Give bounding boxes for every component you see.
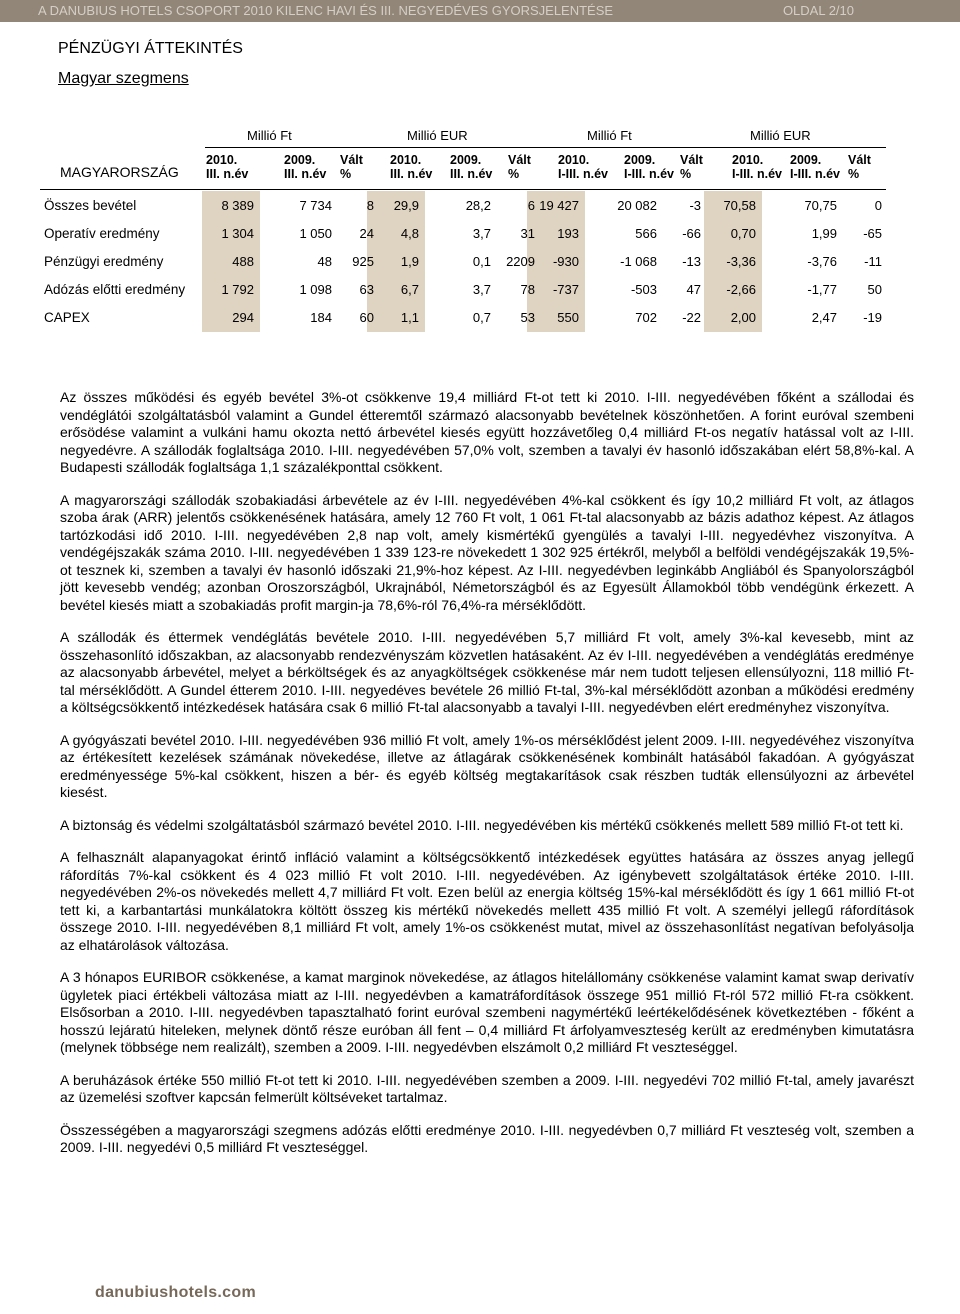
table-cell: 1,9 <box>400 254 419 269</box>
column-header-line: Vált <box>508 153 531 167</box>
table-cell: 19 427 <box>539 198 579 213</box>
table-cell: 184 <box>310 310 332 325</box>
segment-label: MAGYARORSZÁG <box>60 164 179 180</box>
row-label: CAPEX <box>44 310 90 325</box>
column-header-line: % <box>508 167 520 181</box>
table-cell: 31 <box>520 226 535 241</box>
paragraph: A biztonság és védelmi szolgáltatásból származó bevétel 2010. I-III. negyedévében kis mértékű csökkenés mellett 589 millió Ft-ot tett ki. <box>60 816 904 833</box>
column-header <box>390 153 432 181</box>
table-cell: 3,7 <box>472 282 491 297</box>
column-header <box>450 153 492 181</box>
column-header-line: Vált <box>340 153 363 167</box>
column-header-line: I-III. n.év <box>732 167 783 181</box>
financial-table <box>40 122 886 332</box>
column-header-line: I-III. n.év <box>624 167 675 181</box>
table-cell: -19 <box>863 310 882 325</box>
footer-website: danubiushotels.com <box>95 1284 256 1301</box>
column-header-line: % <box>340 167 352 181</box>
table-cell: 29,9 <box>393 198 419 213</box>
paragraph: A 3 hónapos EURIBOR csökkenése, a kamat marginok növekedése, az átlagos hitelállomány csökkenése valamint kamat swap derivatív ügyletek piaci értékbeli változása miatt az I-III. negyedévben a kamatráfordítások összege 951 millió Ft-ról 572 millió Ft-ra csökkent. Elsősorban a 2010. I-III. negyedévben tapasztalható forint euróval szembeni nagymértékű leértékelődésének következtében - főként a hosszú lejáratú hiteleken, melynek döntő része euróban áll fent – 0,4 milliárd Ft árfolyamveszteség került az eredményben kimutatásra (melynek többsége nem realizált), szemben a 2009. I-III. negyedévben elszámolt 0,2 milliárd Ft veszteséggel. <box>60 969 914 1055</box>
table-cell: 0 <box>874 198 882 213</box>
group-header: Millió EUR <box>407 128 468 143</box>
table-cell: -1 068 <box>620 254 657 269</box>
table-cell: 78 <box>520 282 535 297</box>
table-cell: 60 <box>359 310 374 325</box>
column-header-line: I-III. n.év <box>558 167 609 181</box>
table-cell: -737 <box>552 282 579 297</box>
table-cell: -66 <box>682 226 701 241</box>
table-cell: 294 <box>232 310 254 325</box>
paragraph: A szállodák és éttermek vendéglátás bevétele 2010. I-III. negyedévében 5,7 milliárd Ft volt, amely 3%-kal kevesebb, mint az összehasonlító időszakban, az alacsonyabb rendezvényszám közvetlen hatásaként. Az év I-III. negyedévében a vendéglátás eredménye az alacsonyabb árbevétel, melyet a bérköltségek és az anyagköltségek csökkenése már nem tudott teljesen ellensúlyozni, 118 millió Ft-tal mérséklődött. A Gundel étterem 2010. I-III. negyedéves bevétele 26 millió Ft-tal, 3%-kal mérséklődött azonban a működési eredmény a költségcsökkentő intézkedések hatására csak 6 millió Ft-tal alacsonyabb a tavalyi I-III. negyedévben elért eredményhez viszonyítva. <box>60 629 914 715</box>
table-cell: 3,7 <box>472 226 491 241</box>
group-header: Millió Ft <box>247 128 292 143</box>
table-cell: 193 <box>557 226 579 241</box>
table-cell: 566 <box>635 226 657 241</box>
column-header <box>340 153 363 181</box>
body-text <box>60 389 914 1172</box>
table-cell: 0,1 <box>472 254 491 269</box>
table-cell: 1,99 <box>811 226 837 241</box>
table-cell: 925 <box>352 254 374 269</box>
table-cell: -930 <box>552 254 579 269</box>
table-cell: -65 <box>863 226 882 241</box>
table-cell: 50 <box>867 282 882 297</box>
table-cell: 2,00 <box>730 310 756 325</box>
table-cell: 2209 <box>506 254 535 269</box>
table-cell: 8 <box>366 198 374 213</box>
table-cell: 2,47 <box>811 310 837 325</box>
header-divider <box>205 147 886 148</box>
table-cell: 0,7 <box>472 310 491 325</box>
table-cell: 48 <box>317 254 332 269</box>
column-header <box>206 153 248 181</box>
table-cell: 6 <box>527 198 535 213</box>
column-header <box>732 153 782 181</box>
paragraph: Az összes működési és egyéb bevétel 3%-ot csökkenve 19,4 milliárd Ft-ot tett ki 2010. I-III. negyedévében főként a szállodai és vendéglátói szolgáltatásból valamint a Gundel étteremtől származó alacsonyabb bevételnek köszönhetően. A forint euróval szembeni erősödése valamint a vulkáni hamu okozta nettó árbevétel kiesés együtt hozzávetőleg 0,4 milliárd Ft-os negatív hatással volt az I-III. negyedévre. A szállodák foglaltsága 2010. I-III. negyedévében 57,0% volt, szemben a tavalyi év hasonló időszakában elért 58,8%-kal. A Budapesti szállodák foglaltsága 1,1 százalékponttal csökkent. <box>60 389 914 475</box>
column-header-line: 2009. <box>284 153 316 167</box>
column-header-line: 2010. <box>732 153 764 167</box>
table-cell: -13 <box>682 254 701 269</box>
table-cell: 70,75 <box>804 198 837 213</box>
table-cell: 550 <box>557 310 579 325</box>
table-cell: 1 304 <box>221 226 254 241</box>
table-cell: 488 <box>232 254 254 269</box>
report-title: A DANUBIUS HOTELS CSOPORT 2010 KILENC HAVI ÉS III. NEGYEDÉVES GYORSJELENTÉSE <box>38 3 614 18</box>
table-cell: 8 389 <box>221 198 254 213</box>
paragraph: A beruházások értéke 550 millió Ft-ot tett ki 2010. I-III. negyedévében szemben a 2009. I-III. negyedévi 702 millió Ft-tal, amely javarészt az üzemelési szoftver kapcsán felmerült költséveket tartalmaz. <box>60 1071 914 1105</box>
column-header-line: 2009. <box>450 153 482 167</box>
column-header-line: I-III. n.év <box>790 167 841 181</box>
table-cell: -3,36 <box>726 254 756 269</box>
page-header <box>0 0 960 22</box>
table-cell: 1 792 <box>221 282 254 297</box>
header-divider <box>40 189 886 190</box>
table-cell: -503 <box>630 282 657 297</box>
table-cell: 0,70 <box>730 226 756 241</box>
section-title: PÉNZÜGYI ÁTTEKINTÉS <box>58 40 243 57</box>
paragraph: A gyógyászati bevétel 2010. I-III. negyedévében 936 millió Ft volt, amely 1%-os mérséklődést jelent 2009. I-III. negyedévéhez viszonyítva az értékesített kezelések számának növekedése, illetve az átlagárak csökkenésének kombinált hatásából fakadóan. A gyógyászat eredményessége 5%-kal csökkent, hiszen a bér- és egyéb költség megtakarítások csak részben tudták ellensúlyozni az árbevétel kiesést. <box>60 731 914 800</box>
column-header <box>284 153 326 181</box>
column-header <box>558 153 608 181</box>
column-header-line: % <box>680 167 692 181</box>
table-cell: -3,76 <box>807 254 837 269</box>
column-header-line: III. n.év <box>284 167 327 181</box>
column-header-line: Vált <box>848 153 871 167</box>
table-cell: 4,8 <box>400 226 419 241</box>
table-cell: 702 <box>635 310 657 325</box>
column-header-line: % <box>848 167 860 181</box>
column-header <box>790 153 840 181</box>
column-header <box>848 153 871 181</box>
table-cell: 7 734 <box>299 198 332 213</box>
row-label: Pénzügyi eredmény <box>44 254 164 269</box>
column-header-line: 2010. <box>206 153 238 167</box>
paragraph: A magyarországi szállodák szobakiadási árbevétele az év I-III. negyedévében 4%-kal csökkent és így 10,2 milliárd Ft volt, az átlagos szoba árak (ARR) jelentős csökkenésének hatására, amely 12 760 Ft volt, 1 061 Ft-tal alacsonyabb az bázis adathoz képest. Az átlagos tartózkodási idő 2010. I-III. negyedévében 2,8 nap volt, amely kismértékű gyengülés a tavalyi I-III. negyedévhez viszonyítva. A vendégéjszakák száma 2010. I-III. negyedévében 1 339 123-re növekedett 1 302 925 értékről, melyből a belföldi vendégéjszakák 19,5%-ot tesznek ki, szemben a tavalyi év hasonló időszaki 21,9%-hoz képest. Az I-III. negyedévben leginkább Angliából és Spanyolországból jött kevesebb vendég; azonban Oroszországból, Ukrajnából, Németországból és az Egyesült Államokból több vendégünk érkezett. A bevétel kiesés miatt a szobakiadás profit margin-ja 78,6%-ról 76,4%-ra mérséklődött. <box>60 491 914 613</box>
row-label: Összes bevétel <box>44 198 137 213</box>
section-subtitle: Magyar szegmens <box>58 70 189 87</box>
table-cell: 24 <box>359 226 374 241</box>
table-cell: -1,77 <box>807 282 837 297</box>
column-header-line: Vált <box>680 153 703 167</box>
group-header: Millió Ft <box>587 128 632 143</box>
column-header <box>680 153 703 181</box>
table-cell: 6,7 <box>400 282 419 297</box>
column-header <box>508 153 531 181</box>
row-label: Operatív eredmény <box>44 226 160 241</box>
table-cell: 47 <box>686 282 701 297</box>
table-cell: 1 050 <box>299 226 332 241</box>
table-cell: 53 <box>520 310 535 325</box>
column-header-line: III. n.év <box>206 167 249 181</box>
table-cell: -22 <box>682 310 701 325</box>
column-header-line: 2009. <box>790 153 822 167</box>
table-cell: 63 <box>359 282 374 297</box>
page-number: OLDAL 2/10 <box>782 3 854 18</box>
column-header-line: III. n.év <box>390 167 433 181</box>
table-cell: -11 <box>864 254 882 269</box>
table-cell: 70,58 <box>723 198 756 213</box>
paragraph: Összességében a magyarországi szegmens adózás előtti eredménye 2010. I-III. negyedévben 0,7 milliárd Ft veszteség volt, szemben a 2009. I-III. negyedévi 0,5 milliárd Ft veszteséggel. <box>60 1121 914 1155</box>
table-cell: -2,66 <box>726 282 756 297</box>
column-header-line: 2009. <box>624 153 656 167</box>
table-cell: 1 098 <box>299 282 332 297</box>
table-cell: 1,1 <box>400 310 419 325</box>
column-header-line: 2010. <box>390 153 422 167</box>
column-header-line: 2010. <box>558 153 590 167</box>
table-cell: -3 <box>689 198 701 213</box>
column-header <box>624 153 674 181</box>
paragraph: A felhasznált alapanyagokat érintő infláció valamint a költségcsökkentő intézkedések együttes hatására az összes anyag jellegű ráfordítás 7%-kal csökkent és 4 023 millió Ft volt 2010. I-III. negyedévében. Az igénybevett szolgáltatások értéke 2010. I-III. negyedévében 2%-os növekedés mellett 4,7 milliárd Ft volt. Ezen belül az energia költség 15%-kal mérséklődött és így 1 661 millió Ft-ot tett ki, a karbantartási munkálatokra költött összeg kis mértékű növekedés mellett 435 millió Ft volt. A személyi jellegű ráfordítások összege 2010. I-III. negyedévében 8,1 milliárd Ft volt, amely 1%-os csökkenést mutat, mivel az összehasonlítást negatívan befolyásolja az elhatárolások változása. <box>60 849 914 953</box>
row-label: Adózás előtti eredmény <box>44 282 186 297</box>
table-cell: 28,2 <box>465 198 491 213</box>
column-header-line: III. n.év <box>450 167 493 181</box>
group-header: Millió EUR <box>750 128 811 143</box>
table-cell: 20 082 <box>617 198 657 213</box>
